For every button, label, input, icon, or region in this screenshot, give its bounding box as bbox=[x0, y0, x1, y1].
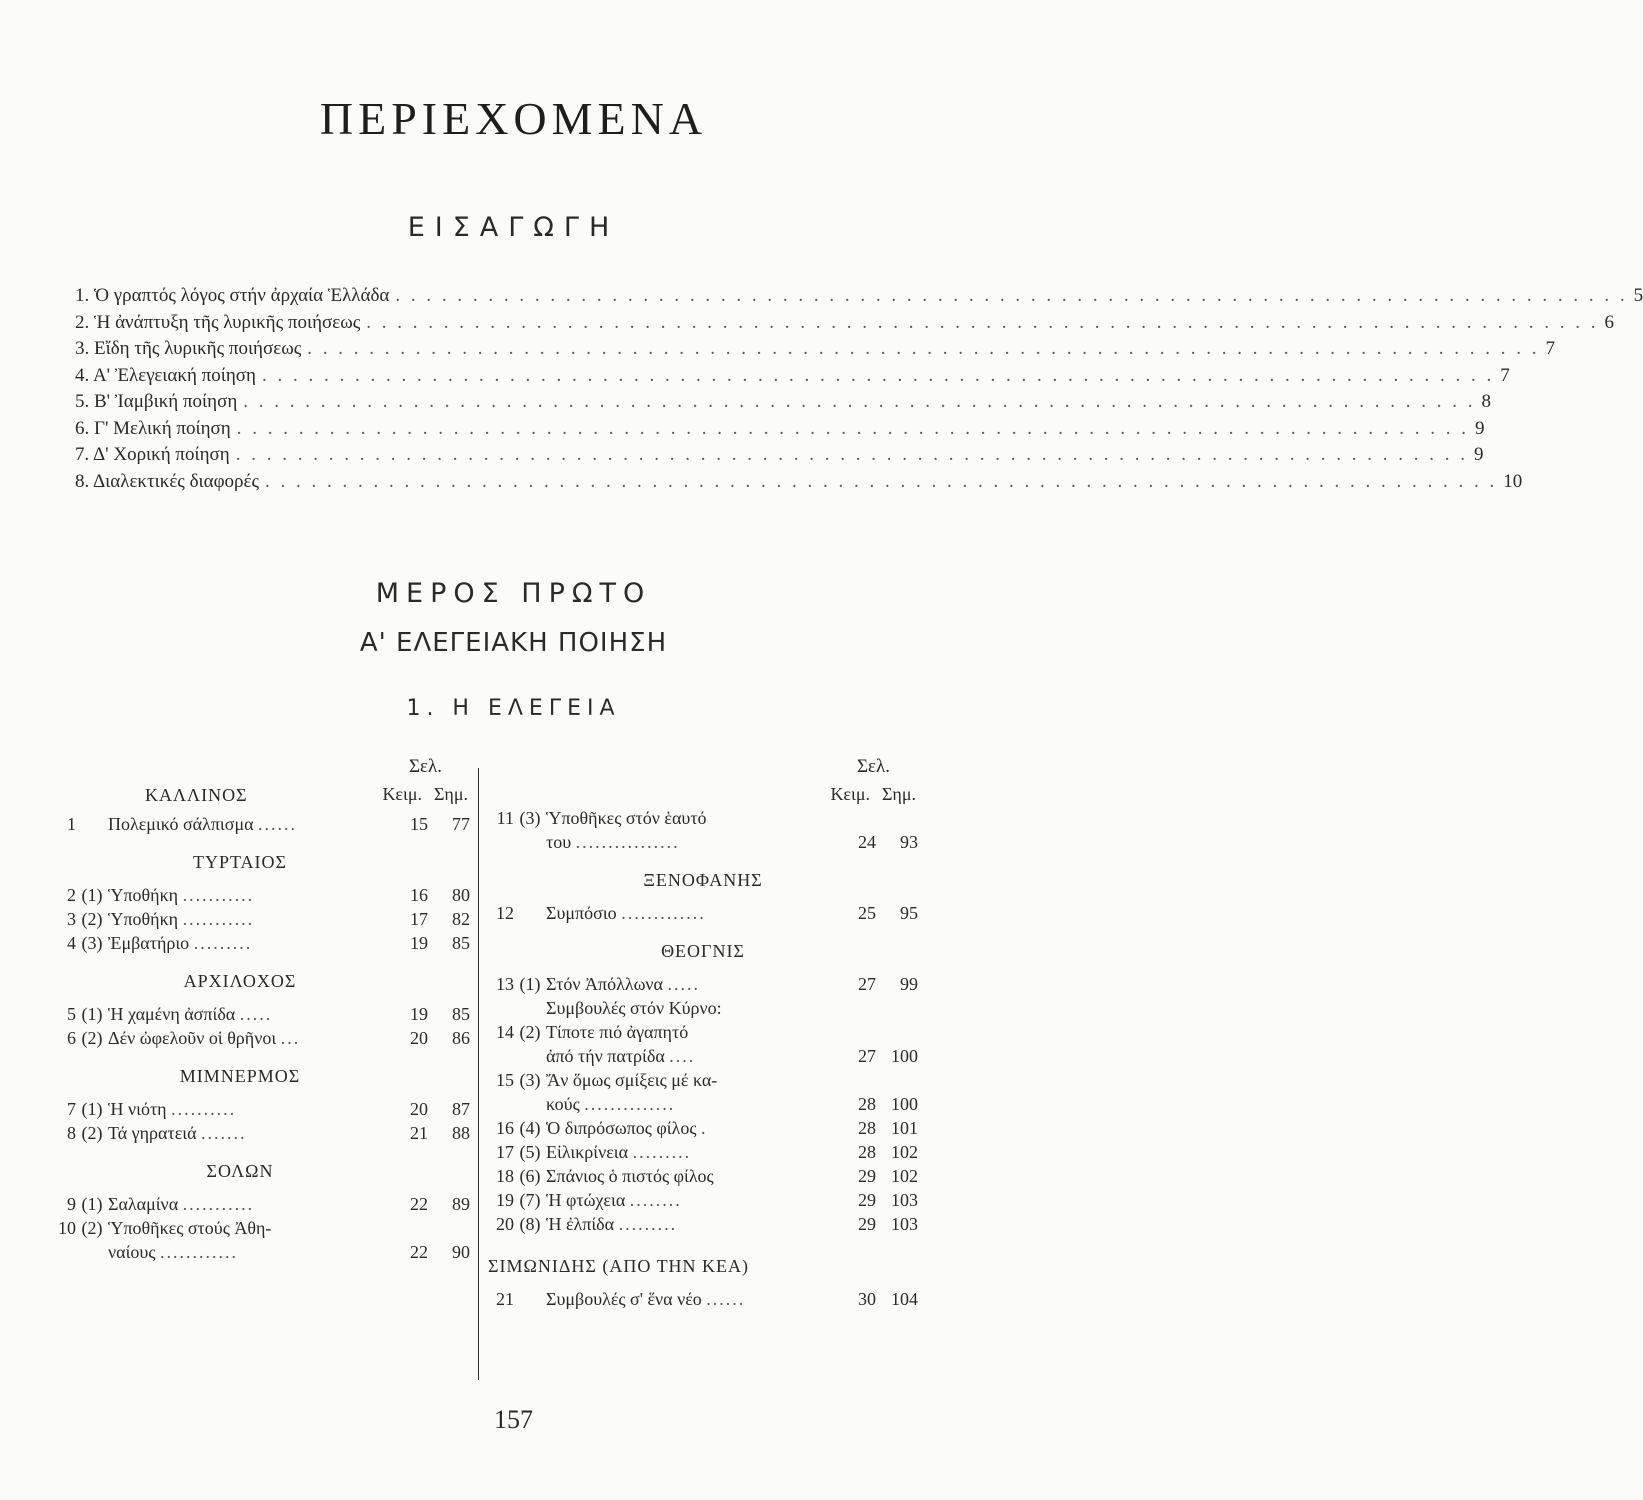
poem-number: 8 bbox=[67, 1123, 76, 1143]
poem-title: Συμβουλές σ' ἕνα νέο bbox=[546, 1289, 702, 1309]
poem-subnumber: (4) bbox=[519, 1118, 541, 1138]
toc-entry-label: 4. Α' Ἐλεγειακή ποίηση bbox=[75, 364, 256, 386]
text-page: 29 bbox=[858, 1214, 876, 1234]
notes-page: 86 bbox=[452, 1028, 470, 1048]
notes-page: 80 bbox=[452, 885, 470, 905]
poem-subnumber: (1) bbox=[81, 1004, 103, 1024]
poem-number: 9 bbox=[67, 1194, 76, 1214]
poem-title: Ὁ διπρόσωπος φίλος bbox=[546, 1118, 697, 1138]
leader-dots: . . . . . . . . . . . . . . . . . . . . . . . . . . . . . . . . . . . . . . . . . . . . . . . . . . . . . . . . . . . . . . . . . . . . . . . . . . . . . . . . bbox=[261, 364, 1495, 386]
text-page: 25 bbox=[858, 903, 876, 923]
text-page: 29 bbox=[858, 1166, 876, 1186]
left-column bbox=[50, 756, 470, 1266]
poem-number: 12 bbox=[496, 903, 514, 923]
leader-dots: . . . . . . . . . . . . . . . . . . . . . . . . . . . . . . . . . . . . . . . . . . . . . . . . . . . . . . . . . . . . . . . . . . . . . . . . . . . . . . . . bbox=[366, 311, 1599, 333]
text-page: 28 bbox=[858, 1118, 876, 1138]
toc-entry-page: 8 bbox=[1481, 391, 1492, 412]
poem-number: 13 bbox=[496, 974, 514, 994]
notes-page: 88 bbox=[452, 1123, 470, 1143]
poem-number: 2 bbox=[67, 885, 76, 905]
poem-title: Ἡ νιότη bbox=[108, 1099, 167, 1119]
leader-dots: ........... bbox=[182, 1194, 255, 1214]
author-name: ΞΕΝΟΦΑΝΗΣ bbox=[643, 870, 763, 890]
toc-entry-label: 5. Β' Ἰαμβική ποίηση bbox=[75, 391, 238, 412]
author-name: ΣΙΜΩΝΙΔΗΣ (ΑΠΟ ΤΗΝ ΚΕΑ) bbox=[488, 1256, 750, 1276]
leader-dots: . . . . . . . . . . . . . . . . . . . . . . . . . . . . . . . . . . . . . . . . . . . . . . . . . . . . . . . . . . . . . . . . . . . . . . . . . . . . . . . . bbox=[243, 391, 1476, 412]
poem-number: 4 bbox=[67, 933, 76, 953]
poem-subnumber: (2) bbox=[81, 1218, 103, 1238]
leader-dots: .............. bbox=[584, 1094, 676, 1114]
notes-page: 100 bbox=[891, 1046, 918, 1066]
notes-page: 77 bbox=[452, 814, 470, 834]
leader-dots: ..... bbox=[667, 974, 700, 994]
section-heading: 1. Η ΕΛΕΓΕΙΑ bbox=[406, 696, 621, 721]
leader-dots: .......... bbox=[171, 1099, 237, 1119]
poem-entry bbox=[488, 1022, 918, 1046]
toc-entry bbox=[75, 444, 1484, 471]
poem-title: ἀπό τήν πατρίδα bbox=[546, 1046, 665, 1066]
poem-subnumber: (3) bbox=[519, 1070, 541, 1090]
text-page: 29 bbox=[858, 1190, 876, 1210]
leader-dots: ....... bbox=[201, 1123, 247, 1143]
poem-list bbox=[50, 885, 470, 957]
poem-title: κούς bbox=[546, 1094, 580, 1114]
leader-dots: . . . . . . . . . . . . . . . . . . . . . . . . . . . . . . . . . . . . . . . . . . . . . . . . . . . . . . . . . . . . . . . . . . . . . . . . . . . . . . . . bbox=[236, 417, 1469, 439]
poem-title: Τά γηρατειά bbox=[108, 1123, 197, 1143]
notes-page: 102 bbox=[891, 1142, 918, 1162]
text-page: 21 bbox=[410, 1123, 428, 1143]
poem-title: Ἡ ἐλπίδα bbox=[546, 1214, 615, 1234]
text-page: 20 bbox=[410, 1099, 428, 1119]
leader-dots: ........... bbox=[182, 885, 255, 905]
intro-toc bbox=[75, 285, 1643, 497]
author-name: ΜΙΜΝΕΡΜΟΣ bbox=[179, 1066, 301, 1086]
poem-subnumber: (2) bbox=[519, 1022, 541, 1042]
leader-dots: ...... bbox=[258, 814, 298, 834]
poem-entry bbox=[488, 1070, 918, 1094]
poem-title: Δέν ὠφελοῦν οἱ θρῆνοι bbox=[108, 1028, 277, 1048]
text-page: 28 bbox=[858, 1142, 876, 1162]
toc-entry bbox=[75, 364, 1510, 392]
text-page: 27 bbox=[858, 1046, 876, 1066]
text-page: 22 bbox=[410, 1194, 428, 1214]
text-page: 19 bbox=[410, 1004, 428, 1024]
poem-number: 18 bbox=[496, 1166, 514, 1186]
author-name: ΣΟΛΩΝ bbox=[206, 1161, 274, 1181]
toc-entry-page: 6 bbox=[1604, 311, 1615, 333]
poem-number: 10 bbox=[58, 1218, 76, 1238]
poem-title: Ἐμβατήριο bbox=[108, 933, 190, 953]
poem-title: Συμπόσιο bbox=[546, 903, 617, 923]
keim-label: Κειμ. bbox=[382, 784, 422, 804]
toc-entry bbox=[75, 311, 1615, 339]
poem-number: 11 bbox=[496, 808, 514, 828]
poem-list bbox=[50, 1194, 470, 1242]
toc-entry-label: 1. Ὁ γραπτός λόγος στήν ἀρχαία Ἑλλάδα bbox=[75, 285, 390, 306]
toc-entry-page: 10 bbox=[1503, 470, 1523, 492]
leader-dots: . . . . . . . . . . . . . . . . . . . . . . . . . . . . . . . . . . . . . . . . . . . . . . . . . . . . . . . . . . . . . . . . . . . . . . . . . . . . . . . . bbox=[265, 470, 1498, 492]
notes-page: 82 bbox=[452, 909, 470, 929]
toc-entry bbox=[75, 338, 1555, 365]
poem-list bbox=[50, 1099, 470, 1147]
poem-subnumber: (1) bbox=[519, 974, 541, 994]
text-page: 19 bbox=[410, 933, 428, 953]
poem-continuation bbox=[488, 1094, 918, 1118]
poem-title: Εἰλικρίνεια bbox=[546, 1142, 629, 1162]
sel-label: Σελ. bbox=[857, 756, 890, 777]
leader-dots: ... bbox=[280, 1028, 301, 1048]
poem-subnumber: (1) bbox=[81, 1099, 103, 1119]
toc-entry-page: 7 bbox=[1545, 338, 1555, 359]
leader-dots: ............ bbox=[159, 1242, 238, 1262]
poem-title: Τίποτε πιό ἀγαπητό bbox=[546, 1022, 689, 1042]
toc-entry bbox=[75, 470, 1523, 498]
text-page: 22 bbox=[410, 1242, 428, 1262]
text-page: 20 bbox=[410, 1028, 428, 1048]
text-page: 15 bbox=[410, 814, 428, 834]
poem-subnumber: (6) bbox=[519, 1166, 541, 1186]
toc-entry-label: 7. Δ' Χορική ποίηση bbox=[75, 444, 230, 465]
poem-entry bbox=[488, 1118, 918, 1142]
right-column bbox=[488, 756, 918, 1313]
poem-subnumber: (2) bbox=[81, 1123, 103, 1143]
poem-entry bbox=[488, 903, 918, 927]
notes-page: 93 bbox=[900, 832, 918, 852]
poem-entry bbox=[488, 1142, 918, 1166]
poem-entry bbox=[50, 933, 470, 957]
poem-entry bbox=[50, 1028, 470, 1052]
poem-number: 21 bbox=[496, 1289, 514, 1309]
page-title: ΠΕΡΙΕΧΟΜΕΝΑ bbox=[319, 93, 708, 144]
text-page: 17 bbox=[410, 909, 428, 929]
right-column-header bbox=[488, 756, 918, 808]
notes-page: 100 bbox=[891, 1094, 918, 1114]
poem-subnumber: (2) bbox=[81, 909, 103, 929]
toc-entry bbox=[75, 417, 1485, 445]
column-divider bbox=[478, 768, 479, 1380]
poem-title: Ἡ φτώχεια bbox=[546, 1190, 626, 1210]
poem-title: Στόν Ἀπόλλωνα bbox=[546, 974, 663, 994]
text-page: 30 bbox=[858, 1289, 876, 1309]
poem-title: Ὑποθῆκες στούς Ἀθη- bbox=[108, 1218, 272, 1238]
text-page: 27 bbox=[858, 974, 876, 994]
toc-entry-page: 9 bbox=[1474, 444, 1484, 465]
poem-number: 14 bbox=[496, 1022, 514, 1042]
poem-title: του bbox=[546, 832, 572, 852]
keim-label: Κειμ. bbox=[830, 784, 870, 804]
leader-dots: ........ bbox=[629, 1190, 682, 1210]
poem-entry bbox=[50, 1194, 470, 1218]
author-name: ΘΕΟΓΝΙΣ bbox=[661, 941, 745, 961]
author-name: ΚΑΛΛΙΝΟΣ bbox=[145, 785, 248, 805]
toc-entry-page: 5 bbox=[1633, 285, 1643, 306]
leader-dots: . . . . . . . . . . . . . . . . . . . . . . . . . . . . . . . . . . . . . . . . . . . . . . . . . . . . . . . . . . . . . . . . . . . . . . . . . . . . . . . . bbox=[395, 285, 1628, 306]
poem-subnumber: (7) bbox=[519, 1190, 541, 1210]
poem-title: Ὑποθῆκες στόν ἑαυτό bbox=[546, 808, 707, 828]
part-heading: ΜΕΡΟΣ ΠΡΩΤΟ bbox=[375, 578, 652, 609]
notes-page: 103 bbox=[891, 1214, 918, 1234]
poem-continuation bbox=[488, 832, 918, 856]
leader-dots: ............. bbox=[621, 903, 706, 923]
leader-dots: . . . . . . . . . . . . . . . . . . . . . . . . . . . . . . . . . . . . . . . . . . . . . . . . . . . . . . . . . . . . . . . . . . . . . . . . . . . . . . . . bbox=[307, 338, 1540, 359]
poem-entry bbox=[488, 1289, 918, 1313]
notes-page: 87 bbox=[452, 1099, 470, 1119]
toc-entry-label: 6. Γ' Μελική ποίηση bbox=[75, 417, 231, 439]
part-subheading: Α' ΕΛΕΓΕΙΑΚΗ ΠΟΙΗΣΗ bbox=[359, 628, 668, 658]
text-page: 16 bbox=[410, 885, 428, 905]
leader-dots: ................ bbox=[575, 832, 680, 852]
toc-entry-label: 8. Διαλεκτικές διαφορές bbox=[75, 470, 260, 492]
simm-label: Σημ. bbox=[433, 784, 468, 804]
poem-subnumber: (3) bbox=[81, 933, 103, 953]
notes-page: 103 bbox=[891, 1190, 918, 1210]
toc-entry-page: 9 bbox=[1474, 417, 1485, 439]
poem-subnumber: (8) bbox=[519, 1214, 541, 1234]
notes-page: 89 bbox=[452, 1194, 470, 1214]
toc-entry-label: 2. Ἡ ἀνάπτυξη τῆς λυρικῆς ποιήσεως bbox=[75, 311, 361, 333]
left-column-header bbox=[50, 756, 470, 814]
author-name: ΑΡΧΙΛΟΧΟΣ bbox=[183, 971, 297, 991]
poem-entry bbox=[488, 1214, 918, 1238]
poem-title: Πολεμικό σάλπισμα bbox=[108, 814, 254, 834]
author-name: ΤΥΡΤΑΙΟΣ bbox=[192, 852, 288, 872]
intro-heading: ΕΙΣΑΓΩΓΗ bbox=[407, 212, 620, 243]
leader-dots: ........... bbox=[182, 909, 255, 929]
poem-subnumber: (5) bbox=[519, 1142, 541, 1162]
poem-subnumber: (1) bbox=[81, 1194, 103, 1214]
leader-dots: ......... bbox=[632, 1142, 692, 1162]
poem-title: Σαλαμίνα bbox=[108, 1194, 179, 1214]
poem-title: Ὑποθήκη bbox=[108, 885, 179, 905]
notes-page: 102 bbox=[891, 1166, 918, 1186]
poem-title: Σπάνιος ὁ πιστός φίλος bbox=[546, 1166, 714, 1186]
notes-page: 104 bbox=[891, 1289, 918, 1309]
poem-number: 19 bbox=[496, 1190, 514, 1210]
poem-entry bbox=[50, 1218, 470, 1242]
poem-number: 6 bbox=[67, 1028, 76, 1048]
poem-entry bbox=[488, 808, 918, 832]
text-page: 24 bbox=[858, 832, 876, 852]
notes-page: 101 bbox=[891, 1118, 918, 1138]
poem-list bbox=[50, 814, 470, 838]
notes-page: 95 bbox=[900, 903, 918, 923]
poem-entry bbox=[50, 1123, 470, 1147]
poem-continuation bbox=[488, 1046, 918, 1070]
leader-dots: ...... bbox=[706, 1289, 746, 1309]
group-subheading: Συμβουλές στόν Κύρνο: bbox=[546, 998, 722, 1018]
poem-subnumber: (2) bbox=[81, 1028, 103, 1048]
leader-dots: ......... bbox=[618, 1214, 678, 1234]
poem-entry bbox=[50, 885, 470, 909]
poem-title: ναίους bbox=[108, 1242, 156, 1262]
leader-dots: .... bbox=[669, 1046, 696, 1066]
toc-entry-page: 7 bbox=[1500, 364, 1510, 386]
poem-number: 17 bbox=[496, 1142, 514, 1162]
poem-entry bbox=[50, 909, 470, 933]
leader-dots: . . . . . . . . . . . . . . . . . . . . . . . . . . . . . . . . . . . . . . . . . . . . . . . . . . . . . . . . . . . . . . . . . . . . . . . . . . . . . . . . bbox=[235, 444, 1468, 465]
poem-list bbox=[50, 1004, 470, 1052]
poem-number: 1 bbox=[67, 814, 76, 834]
notes-page: 90 bbox=[452, 1242, 470, 1262]
poem-title: Ἡ χαμένη ἀσπίδα bbox=[108, 1004, 236, 1024]
toc-entry bbox=[75, 391, 1492, 418]
leader-dots: ..... bbox=[239, 1004, 273, 1024]
notes-page: 99 bbox=[900, 974, 918, 994]
notes-page: 85 bbox=[452, 933, 470, 953]
poem-list bbox=[488, 1118, 918, 1238]
toc-entry-label: 3. Εἴδη τῆς λυρικῆς ποιήσεως bbox=[75, 338, 302, 359]
poem-number: 5 bbox=[67, 1004, 76, 1024]
poem-subnumber: (3) bbox=[519, 808, 541, 828]
poem-number: 7 bbox=[67, 1099, 76, 1119]
poem-number: 3 bbox=[67, 909, 76, 929]
poem-entry bbox=[488, 1190, 918, 1214]
page-number: 157 bbox=[494, 1405, 533, 1434]
poem-number: 20 bbox=[496, 1214, 514, 1234]
poem-entry bbox=[50, 814, 470, 838]
toc-entry bbox=[75, 285, 1643, 312]
poem-title: Ἄν ὅμως σμίξεις μέ κα- bbox=[546, 1070, 718, 1090]
poem-continuation bbox=[50, 1242, 470, 1266]
subheading-row bbox=[488, 998, 918, 1022]
text-page: 28 bbox=[858, 1094, 876, 1114]
leader-dots: . bbox=[701, 1118, 708, 1138]
poem-number: 16 bbox=[496, 1118, 514, 1138]
poem-entry bbox=[50, 1099, 470, 1123]
poem-entry bbox=[488, 974, 918, 998]
poem-subnumber: (1) bbox=[81, 885, 103, 905]
poem-title: Ὑποθήκη bbox=[108, 909, 179, 929]
sel-label: Σελ. bbox=[409, 756, 442, 777]
poem-entry bbox=[50, 1004, 470, 1028]
notes-page: 85 bbox=[452, 1004, 470, 1024]
simm-label: Σημ. bbox=[881, 784, 916, 804]
poem-number: 15 bbox=[496, 1070, 514, 1090]
poem-entry bbox=[488, 1166, 918, 1190]
leader-dots: ......... bbox=[193, 933, 253, 953]
